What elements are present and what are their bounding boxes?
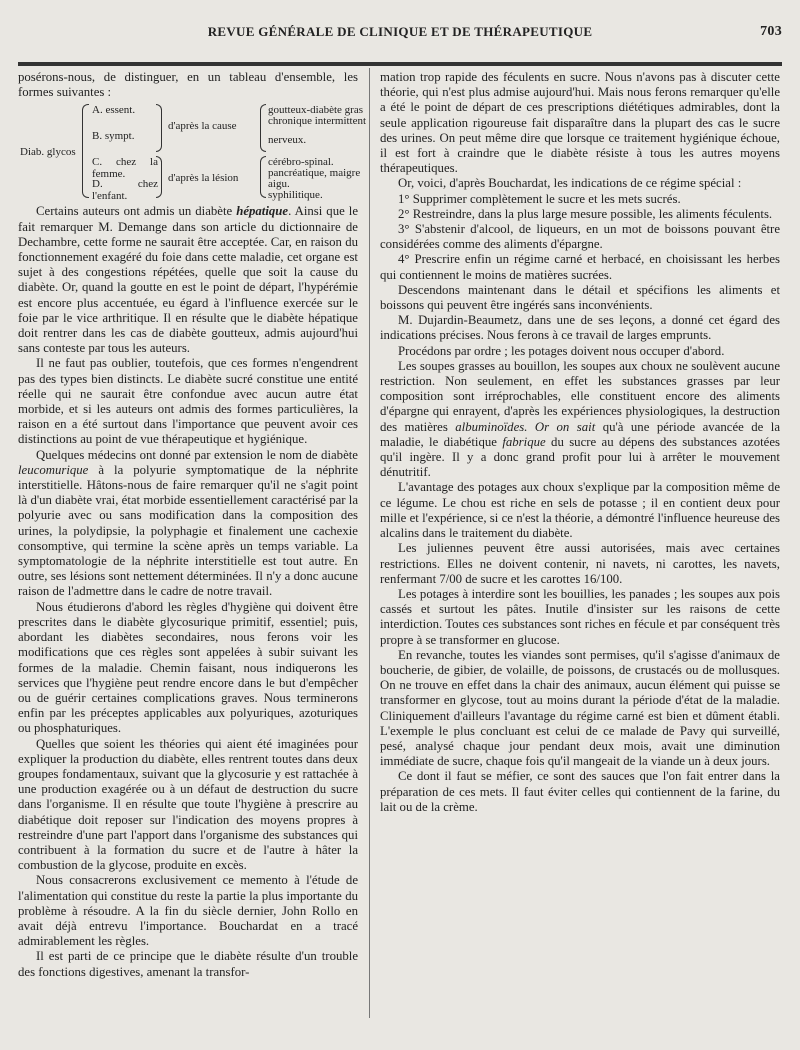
text-run: à la polyurie symptomatique de la néphrite interstitielle. Hâtons-nous de faire remarquer qu'il ne s'agit point là d'un diabète vrai, état morbide essentiellement caractérisé par la polyurie avec ou sans modification dans la composition des urines, la polydipsie, la polyphagie et finalement une cachexie consomptive, qui termine la scène après un temps variable. La symptomatologie de la néphrite interstitielle est tout autre. En outre, ses lésions sont nettement déterminées. Il n'y a donc aucune raison de l'admettre dans le cadre de notre travail. [18, 462, 359, 599]
paragraph-interdire: Les potages à interdire sont les bouillies, les panades ; les soupes aux pois cassés et surtout les pâtes. Inutile d'insister sur les raisons de cette interdiction. Toutes ces substances sont riches en fécule et par conséquent très propre à se transformer en glucose. [380, 586, 780, 647]
paragraph-juliennes: Les juliennes peuvent être aussi autorisées, mais avec certaines restrictions. Elles ne doivent contenir, ni navets, ni carottes, les navets, renfermant 7/00 de sucre et les carottes 16/100. [380, 541, 780, 586]
running-header [18, 18, 782, 42]
text-run: . Ainsi que le fait remarquer M. Demange dans son article du dictionnaire de Dechambre, cette forme ne saurait être acceptée. Car, en raison du fonctionnement exagéré du foie dans cette maladie, cet organe est sujet à des congestions répétées, quelle que soit la cause du diabète. Or, quand la goutte en est le point de départ, l'hypérémie est encore plus accentuée, eu égard à l'influence exercée sur le foie par le vice arthritique. Il en résulte que le diabète hépatique doit rentrer dans les cas de diabète goutteux, admis aujourd'hui sans conteste par tous les auteurs. [18, 204, 359, 356]
paragraph-soupes-grasses [380, 359, 780, 481]
text-run: Quelques médecins ont donné par extension le nom de diabète [36, 447, 358, 462]
indication-4: 4° Prescrire enfin un régime carné et herbacé, en choisissant les herbes qui contiennent le moins de matières sucrées. [380, 252, 780, 282]
lesion-brace [156, 156, 162, 198]
cause-label: d'après la cause [168, 120, 237, 133]
paragraph-choux: L'avantage des potages aux choux s'explique par la composition même de ce légume. Le chou est riche en sels de potasse ; il en contient deux pour mille et l'expérience, si ce n'est la théorie, a démontré l'influence heureuse des alcalins dans le traitement du diabète. [380, 480, 780, 541]
paragraph-sauces: Ce dont il faut se méfier, ce sont des sauces que l'on fait entrer dans la préparation de ces mets. Il faut éviter celles qui contiennent de la farine, du lait ou de la crème. [380, 769, 780, 814]
paragraph-descendons: Descendons maintenant dans le détail et spécifions les aliments et boissons qui peuvent être ingérés sans inconvénients. [380, 282, 780, 313]
emphasis-fabrique: fabrique [502, 434, 546, 449]
emphasis-albuminoides: albuminoïdes. Or on sait [455, 419, 596, 434]
right-column [380, 70, 780, 815]
emphasis-leucomurique: leucomurique [18, 462, 89, 477]
paragraph-regles: Nous étudierons d'abord les règles d'hygiène qui doivent être prescrites dans le diabète glycosurique primitif, essentiel; puis, abordant les diabètes secondaires, nous ferons voir les modifications que ces règles sont appelées à subir suivant les formes de la maladie. Chemin faisant, nous indiquerons les services que l'hygiène peut rendre encore dans le but d'empêcher ou de guérir certaines complications graves. Nous terminerons enfin par les préceptes applicables aux polyuriques, azoturiques ou phosphaturiques. [18, 599, 358, 736]
header-rule [18, 62, 782, 66]
paragraph-bouchardat: Or, voici, d'après Bouchardat, les indications de ce régime spécial : [398, 176, 742, 191]
classification-table [18, 102, 367, 203]
text-run: du sucre au dépens des substances azotées qu'il ingère. Il y a donc grand profit pour lui à arrêter le mouvement dénutritif. [380, 434, 781, 480]
paragraph-formes: Il ne faut pas oublier, toutefois, que ces formes n'engendrent pas des types bien distincts. Le diabète sucré constitue une entité réelle qui ne saurait être confondue avec aucun autre état morbide, et si les auteurs ont admis des formes particulières, la raison en a été surtout dans l'importance que peuvent avoir ces distinctions au point de vue thérapeutique et hygiénique. [18, 356, 358, 447]
paragraph-mation: mation trop rapide des féculents en sucre. Nous n'avons pas à discuter cette théorie, qui n'est plus admise aujourd'hui. Mais nous ferons remarquer qu'elle a été le point de départ de ces prescriptions diététiques admirables, dont la seule application rigoureuse fait disparaître dans la plupart des cas le sucre des urines. On peut même dire que lorsque ce traitement hygiénique échoue, il est fort à craindre que le diabète résiste à tous les autres moyens thérapeutiques. [380, 70, 780, 176]
paragraph-dujardin: M. Dujardin-Beaumetz, dans une de ses leçons, a donné cet égard des indications précises. Nous ferons à ce travail de larges emprunts. [380, 313, 780, 343]
form-a: A. essent. [92, 104, 136, 117]
sub-chronique: chronique intermittent [268, 115, 367, 128]
form-b: B. sympt. [92, 130, 135, 143]
form-c: C. chez la femme. [92, 156, 158, 181]
indication-1: 1° Supprimer complètement le sucre et les mets sucrés. [398, 191, 681, 206]
paragraph-viandes: En revanche, toutes les viandes sont permises, qu'il s'agisse d'animaux de boucherie, de gibier, de volaille, de poissons, de crustacés ou de mollusques. On ne trouve en effet dans la chair des animaux, aucun élément qui puisse se transformer en glycose, tout au moins durant la période d'état de la maladie. Cliniquement d'ailleurs l'avantage du régime carné est bien et dûment établi. L'exemple le plus concluant est celui de ce malade de Pavy qui surveillé, pesé, analysé chaque jour pendant deux mois, avait une diminution immédiate de sucre, chaque fois qu'il mangeait de la viande un à deux jours. [380, 647, 780, 769]
sub-goutteux: goutteux-diabète gras [268, 104, 363, 117]
text-run: Les soupes grasses au bouillon, les soupes aux choux ne soulèvent aucune restriction. Non seulement, en effet les substances grasses par leur composition sont irréprochables, elle constituent encore des aliments d'épargne qui enrayent, d'après les expériences physiologiques, la destruction des matières [380, 358, 780, 434]
diab-label: Diab. glycos [20, 146, 76, 159]
paragraph-potages: Procédons par ordre ; les potages doivent nous occuper d'abord. [398, 343, 725, 358]
paragraph-leucomurique [18, 448, 358, 600]
form-d: D. chez l'enfant. [92, 178, 158, 203]
sub-syphilitique: syphilitique. [268, 189, 323, 202]
paragraph-principe: Il est parti de ce principe que le diabète résulte d'un trouble des fonctions digestives, amenant la transfor- [18, 949, 358, 979]
text-run: qu'à une période avancée de la maladie, le diabétique [380, 419, 780, 449]
paragraph-theories: Quelles que soient les théories qui aient été imaginées pour expliquer la production du diabète, elles rentrent toutes dans deux groupes fondamentaux, suivant que la glycosurie y est rattachée à une production exagérée ou à un défaut de destruction du sucre dans l'organisme. Il en résulte que toute l'hygiène à prescrire au diabétique doit reposer sur l'indication des moyens propres à restreindre d'une part l'apport dans l'organisme des substances qui contribuent à la formation du sucre et de l'autre à hâter la combustion de la glycose, produite en excès. [18, 736, 358, 873]
text-run: Certains auteurs ont admis un diabète [36, 204, 233, 219]
sub-nerveux: nerveux. [268, 134, 307, 147]
right-brace-2 [260, 156, 266, 198]
right-brace-1 [260, 104, 266, 152]
lesion-label: d'après la lésion [168, 172, 239, 185]
sub-cerebro: cérébro-spinal. [268, 156, 334, 169]
emphasis-hepatique: hépatique [236, 204, 289, 219]
journal-title: REVUE GÉNÉRALE DE CLINIQUE ET DE THÉRAPEUTIQUE [207, 24, 593, 39]
page-number: 703 [760, 24, 782, 39]
paragraph-memento: Nous consacrerons exclusivement ce memento à l'étude de l'alimentation qui constitue du reste la partie la plus importante du problème à résoudre. A la fin du siècle dernier, John Rollo en avait déjà entrevu l'importance. Bouchardat en a tracé admirablement les règles. [18, 873, 358, 949]
column-divider [369, 68, 370, 1018]
left-brace [82, 104, 89, 198]
indication-3: 3° S'abstenir d'alcool, de liqueurs, en un mot de boissons pouvant être considérées comme des aliments d'épargne. [380, 222, 780, 252]
cause-brace [156, 104, 162, 152]
paragraph-hepatique [18, 204, 358, 356]
sub-aigu: aigu. [268, 178, 290, 191]
intro-paragraph: posérons-nous, de distinguer, en un tableau d'ensemble, les formes suivantes : [18, 70, 358, 100]
left-column [18, 70, 367, 980]
indication-2: 2° Restreindre, dans la plus large mesure possible, les aliments féculents. [398, 206, 773, 221]
sub-pancreatique: pancréatique, maigre [268, 167, 361, 180]
